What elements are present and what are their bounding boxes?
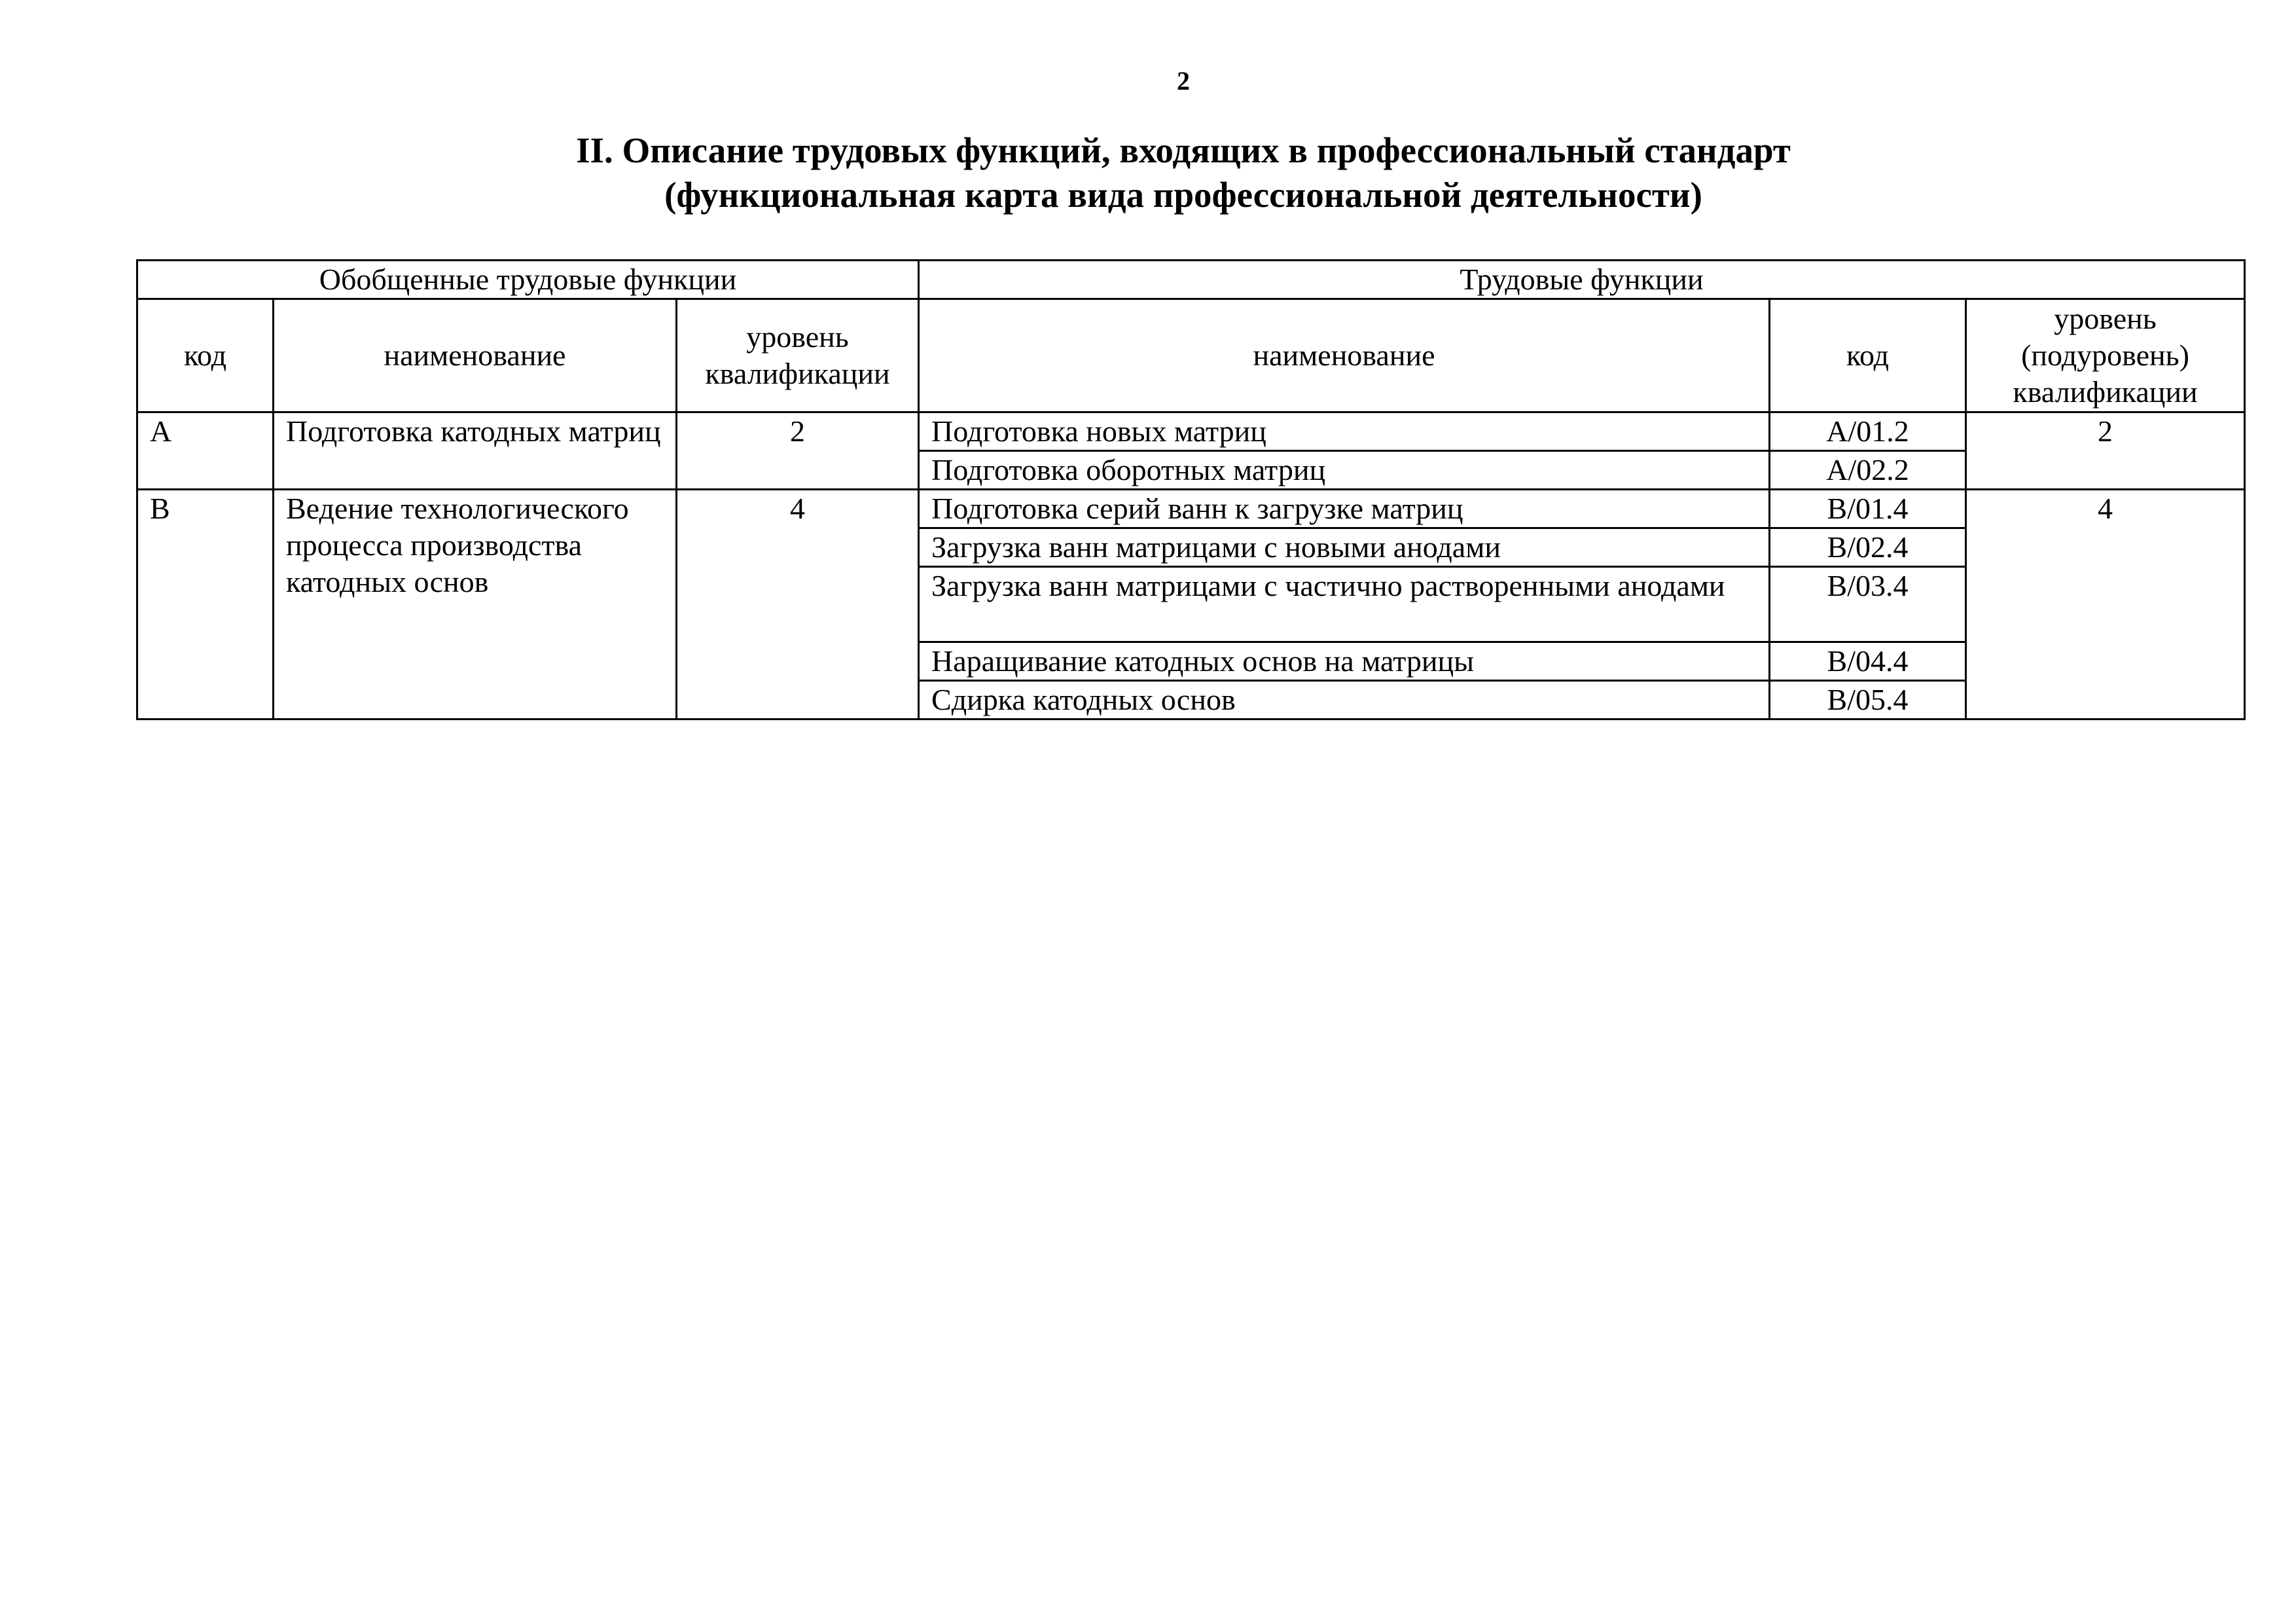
- col-header-func-level: уровень (подуровень) квалификации: [1966, 299, 2245, 412]
- functional-map-table: [136, 259, 2246, 720]
- func-name-cell: Сдирка катодных основ: [919, 681, 1770, 720]
- col-header-func-code: код: [1770, 299, 1966, 412]
- func-code-cell: B/04.4: [1770, 642, 1966, 681]
- func-code-cell: B/01.4: [1770, 490, 1966, 528]
- section-title-line-2: (функциональная карта вида профессиональной деятельности): [664, 175, 1702, 215]
- func-code-cell: B/05.4: [1770, 681, 1966, 720]
- col-header-gen-level: уровень квалификации: [677, 299, 919, 412]
- gen-level-cell: 4: [677, 490, 919, 720]
- func-name-cell: Подготовка новых матриц: [919, 412, 1770, 451]
- func-name-cell: Подготовка оборотных матриц: [919, 451, 1770, 490]
- col-header-gen-name: наименование: [274, 299, 677, 412]
- section-title: [0, 128, 2296, 217]
- func-code-cell: A/01.2: [1770, 412, 1966, 451]
- table-row: [137, 490, 2245, 528]
- func-name-cell: Наращивание катодных основ на матрицы: [919, 642, 1770, 681]
- func-code-cell: A/02.2: [1770, 451, 1966, 490]
- func-name-cell: Загрузка ванн матрицами с частично растворенными анодами: [919, 567, 1770, 642]
- gen-code-cell: A: [137, 412, 274, 490]
- col-header-func-name: наименование: [919, 299, 1770, 412]
- gen-code-cell: B: [137, 490, 274, 720]
- gen-name-cell: Подготовка катодных матриц: [274, 412, 677, 490]
- page-number: 2: [1177, 66, 1190, 96]
- func-name-cell: Загрузка ванн матрицами с новыми анодами: [919, 528, 1770, 567]
- gen-level-cell: 2: [677, 412, 919, 490]
- func-code-cell: B/02.4: [1770, 528, 1966, 567]
- func-level-cell: 4: [1966, 490, 2245, 720]
- gen-name-cell: Ведение технологического процесса производства катодных основ: [274, 490, 677, 720]
- col-header-gen-code: код: [137, 299, 274, 412]
- func-level-cell: 2: [1966, 412, 2245, 490]
- section-title-line-1: II. Описание трудовых функций, входящих в профессиональный стандарт: [576, 130, 1791, 170]
- table-row: [137, 412, 2245, 451]
- func-name-cell: Подготовка серий ванн к загрузке матриц: [919, 490, 1770, 528]
- func-code-cell: B/03.4: [1770, 567, 1966, 642]
- generalized-functions-group-header: Обобщенные трудовые функции: [137, 261, 919, 299]
- labor-functions-group-header: Трудовые функции: [919, 261, 2245, 299]
